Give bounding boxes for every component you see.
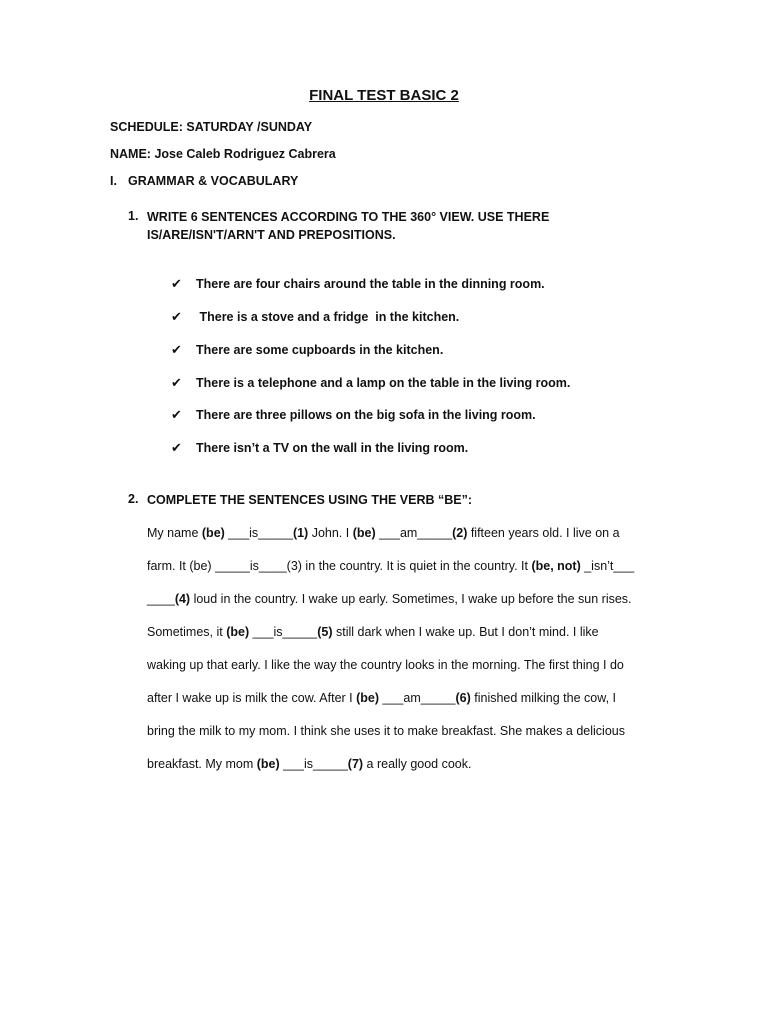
question-2-instructions: COMPLETE THE SENTENCES USING THE VERB “BE”:	[147, 493, 473, 507]
answer-sentence: There is a stove and a fridge in the kitchen.	[196, 310, 460, 324]
question-1-number: 1.	[128, 209, 139, 223]
paragraph-line	[147, 592, 632, 606]
paragraph-text: bring the milk to my mom. I think she uses it to make breakfast. She makes a delicious	[147, 724, 625, 738]
paragraph-text: My name	[147, 526, 202, 540]
paragraph-line	[147, 559, 634, 573]
paragraph-text: ___is_____	[224, 526, 293, 540]
paragraph-text: ____	[147, 592, 175, 606]
paragraph-text: loud in the country. I wake up early. Sometimes, I wake up before the sun rises.	[190, 592, 632, 606]
verb-hint: (1)	[292, 526, 309, 540]
answer-sentence: There are some cupboards in the kitchen.	[196, 343, 444, 357]
answer-sentence: There are three pillows on the big sofa in the living room.	[196, 408, 536, 422]
paragraph-text: farm. It (be) _____is____(3) in the country. It is quiet in the country. It	[147, 559, 532, 573]
paragraph-text: ___am_____	[375, 526, 453, 540]
paragraph-text: a really good cook.	[363, 757, 472, 771]
paragraph-text: ___is_____	[249, 625, 318, 639]
verb-hint: (4)	[174, 592, 191, 606]
verb-hint: (be)	[356, 691, 380, 705]
verb-hint: (6)	[455, 691, 471, 705]
paragraph-text: breakfast. My mom	[147, 757, 257, 771]
paragraph-text: ___am_____	[379, 691, 456, 705]
verb-hint: (be, not)	[531, 559, 581, 573]
verb-hint: (be)	[256, 757, 280, 771]
check-icon: ✔	[171, 440, 182, 455]
verb-hint: (be)	[352, 526, 376, 540]
paragraph-line	[147, 724, 625, 738]
paragraph-text: fifteen years old. I live on a	[467, 526, 620, 540]
verb-hint: (be)	[201, 526, 225, 540]
paragraph-text: _isn’t___	[580, 559, 635, 573]
verb-hint: (be)	[226, 625, 250, 639]
section-heading: GRAMMAR & VOCABULARY	[128, 174, 299, 188]
paragraph-line	[147, 691, 616, 705]
answer-sentence: There isn’t a TV on the wall in the living room.	[196, 441, 469, 455]
student-name-line: NAME: Jose Caleb Rodriguez Cabrera	[110, 147, 336, 161]
paragraph-line	[147, 658, 624, 672]
schedule-line: SCHEDULE: SATURDAY /SUNDAY	[110, 120, 313, 134]
check-icon: ✔	[171, 407, 182, 422]
check-icon: ✔	[171, 342, 182, 357]
paragraph-text: after I wake up is milk the cow. After I	[147, 691, 357, 705]
paragraph-text: John. I	[308, 526, 353, 540]
answer-sentence: There are four chairs around the table in the dinning room.	[196, 277, 545, 291]
paragraph-text: ___is_____	[279, 757, 348, 771]
paragraph-line	[147, 625, 599, 639]
paragraph-text: waking up that early. I like the way the country looks in the morning. The first thing I do	[147, 658, 624, 672]
verb-hint: (7)	[347, 757, 364, 771]
paragraph-text: still dark when I wake up. But I don’t mind. I like	[332, 625, 599, 639]
question-1-instructions: WRITE 6 SENTENCES ACCORDING TO THE 360° VIEW. USE THERE IS/ARE/ISN'T/ARN'T AND PREPOSITIONS.	[147, 210, 550, 242]
paragraph-line	[147, 526, 620, 540]
check-icon: ✔	[171, 309, 182, 324]
paragraph-line	[147, 757, 471, 771]
verb-hint: (2)	[452, 526, 468, 540]
question-2-number: 2.	[128, 492, 139, 506]
page-title: FINAL TEST BASIC 2	[309, 87, 459, 104]
check-icon: ✔	[171, 276, 182, 291]
answer-sentence: There is a telephone and a lamp on the table in the living room.	[196, 376, 571, 390]
section-number: I.	[110, 174, 117, 188]
check-icon: ✔	[171, 375, 182, 390]
paragraph-text: finished milking the cow, I	[470, 691, 616, 705]
verb-hint: (5)	[317, 625, 333, 639]
paragraph-text: Sometimes, it	[147, 625, 227, 639]
